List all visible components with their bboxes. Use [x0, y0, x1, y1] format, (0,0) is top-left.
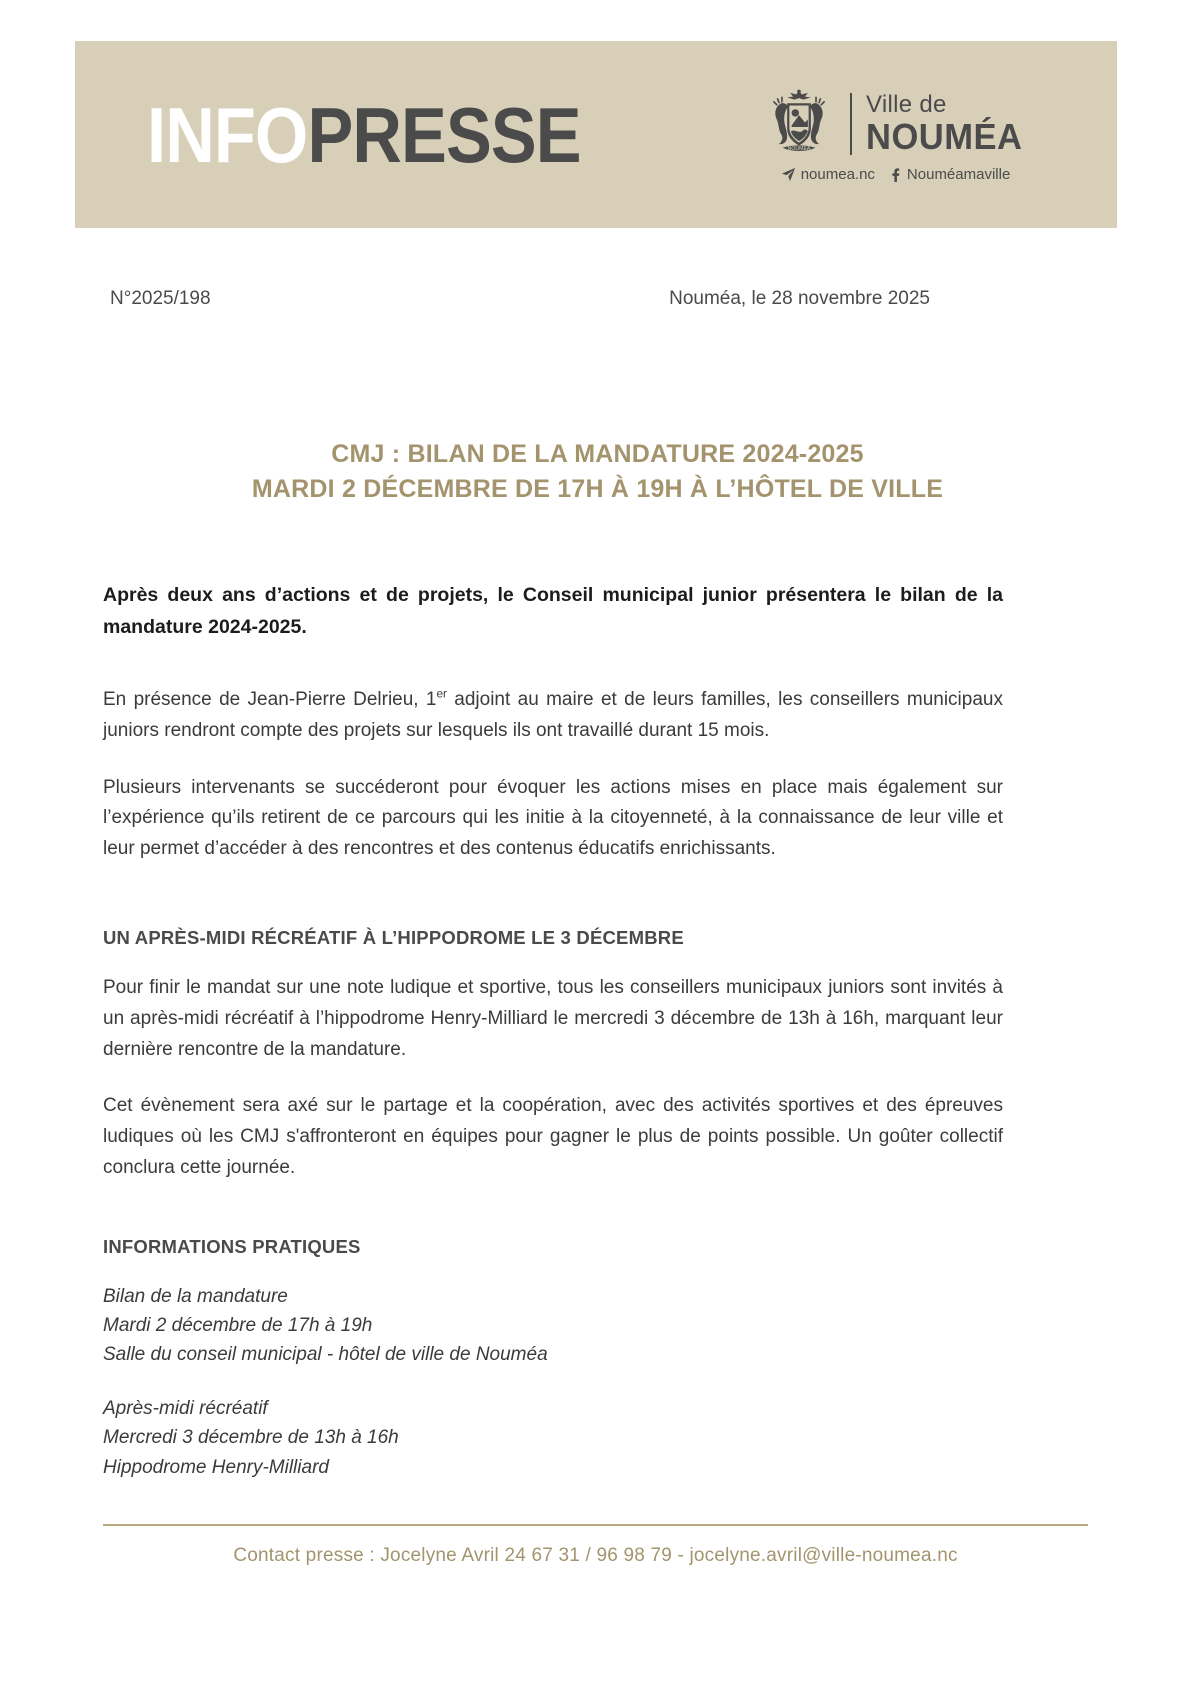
- paper-plane-icon: [781, 167, 796, 182]
- paragraph-presence: [103, 685, 1003, 747]
- document-meta-row: [110, 288, 930, 310]
- practical-bilan-title: Bilan de la mandature: [103, 1285, 288, 1307]
- ordinal-superscript: er: [436, 687, 447, 701]
- brand-wordmark: [866, 90, 1029, 157]
- section-heading-informations-pratiques: INFORMATIONS PRATIQUES: [103, 1235, 361, 1257]
- lockup-top-row: [762, 87, 1029, 161]
- paragraph-presence-part1: En présence de Jean-Pierre Delrieu, 1: [103, 689, 437, 711]
- page-title-line-1: CMJ : BILAN DE LA MANDATURE 2024-2025: [331, 439, 864, 468]
- header-banner: [75, 41, 1117, 228]
- logo-word-info: INFO: [147, 90, 308, 179]
- footer-contact-line: Contact presse : Jocelyne Avril 24 67 31 / 96 98 79 - jocelyne.avril@ville-noumea.nc: [233, 1545, 958, 1566]
- svg-text:NOUMEA: NOUMEA: [787, 145, 811, 152]
- practical-recreatif-time: Mercredi 3 décembre de 13h à 16h: [103, 1427, 399, 1449]
- practical-bilan-venue: Salle du conseil municipal - hôtel de ville de Nouméa: [103, 1344, 548, 1366]
- practical-recreatif-venue: Hippodrome Henry-Milliard: [103, 1456, 329, 1478]
- facebook-icon: [887, 167, 902, 182]
- social-link-facebook[interactable]: [887, 166, 1010, 183]
- practical-entry-recreatif: [103, 1394, 1003, 1482]
- document-body: [103, 580, 1003, 1482]
- paragraph-hippodrome-invitation: Pour finir le mandat sur une note ludique et sportive, tous les conseillers municipaux juniors sont invités à un après-midi récréatif à l’hippodrome Henry-Milliard le mercredi 3 décembre de 13h à 16h, marquant leur dernière rencontre de la mandature.: [103, 976, 1003, 1060]
- lead-paragraph: Après deux ans d’actions et de projets, le Conseil municipal junior présentera le bilan de la mandature 2024-2025.: [103, 584, 1003, 638]
- lockup-divider: [850, 93, 852, 155]
- footer-divider: [103, 1524, 1088, 1526]
- page-title-line-2: MARDI 2 DÉCEMBRE DE 17H À 19H À L’HÔTEL DE VILLE: [251, 475, 944, 504]
- noumea-coat-of-arms-icon: [762, 87, 836, 161]
- practical-recreatif-title: Après-midi récréatif: [103, 1397, 268, 1419]
- paragraph-presence-part2: adjoint au maire et de leurs familles, les conseillers municipaux juniors rendront compte des projets sur lesquels ils ont travaillé durant 15 mois.: [103, 689, 1003, 741]
- social-label-website: noumea.nc: [800, 165, 875, 183]
- social-link-website[interactable]: [781, 166, 875, 183]
- ville-de-noumea-lockup: [762, 87, 1029, 183]
- infopresse-logo: [147, 90, 581, 179]
- document-reference-number: N°2025/198: [110, 288, 211, 309]
- logo-word-presse: PRESSE: [307, 90, 581, 179]
- page-title: [110, 437, 1085, 508]
- section-heading-hippodrome: UN APRÈS-MIDI RÉCRÉATIF À L’HIPPODROME LE 3 DÉCEMBRE: [103, 926, 684, 948]
- brand-line-noumea: NOUMÉA: [866, 115, 1023, 157]
- social-label-facebook: Nouméamaville: [906, 165, 1011, 183]
- paragraph-event-details: Cet évènement sera axé sur le partage et la coopération, avec des activités sportives et des épreuves ludiques où les CMJ s'affronteront en équipes pour gagner le plus de points possible. Un goûter collectif conclura cette journée.: [103, 1095, 1003, 1178]
- practical-information-block: [103, 1282, 1003, 1483]
- document-place-date: Nouméa, le 28 novembre 2025: [669, 288, 930, 309]
- social-links-row: [781, 166, 1011, 183]
- practical-bilan-time: Mardi 2 décembre de 17h à 19h: [103, 1315, 373, 1337]
- brand-line-ville-de: Ville de: [866, 90, 947, 118]
- paragraph-intervenants: Plusieurs intervenants se succéderont pour évoquer les actions mises en place mais également sur l’expérience qu’ils retirent de ce parcours qui les initie à la citoyenneté, à la connaissance de leur ville et leur permet d’accéder à des rencontres et des contenus éducatifs enrichissants.: [103, 776, 1003, 860]
- practical-entry-bilan: [103, 1282, 1003, 1370]
